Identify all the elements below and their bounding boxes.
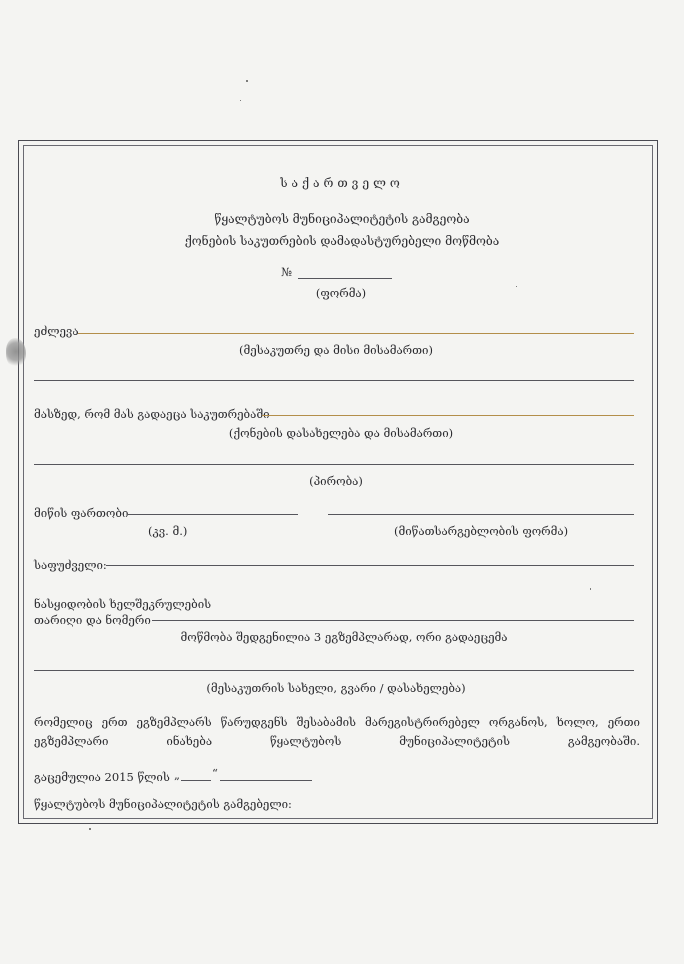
number-label: № (281, 265, 292, 279)
head-signature-label: წყალტუბოს მუნიციპალიტეტის გამგებელი: (34, 797, 292, 811)
speck (240, 100, 241, 101)
basis-line[interactable] (106, 565, 634, 566)
transfer-label: მასზედ, რომ მას გადაეცა საკუთრებაში (34, 407, 270, 421)
land-use-line[interactable] (328, 514, 634, 515)
issued-to-label: ეძლევა (34, 324, 79, 338)
issued-to-line[interactable] (78, 333, 634, 334)
condition-caption: (პირობა) (309, 474, 363, 488)
ink-smudge (6, 338, 26, 368)
form-caption: (ფორმა) (315, 286, 367, 300)
date-quote-close: “ (212, 766, 218, 780)
number-line[interactable] (298, 278, 392, 279)
month-line[interactable] (220, 780, 312, 781)
property-line[interactable] (34, 464, 634, 465)
date-quote-open: „ (174, 768, 180, 782)
basis-label: საფუძველი: (34, 558, 107, 572)
land-use-caption: (მიწათსარგებლობის ფორმა) (394, 524, 569, 538)
document-title: ქონების საკუთრების დამადასტურებელი მოწმობა (184, 234, 500, 248)
land-area-label: მიწის ფართობი (34, 506, 129, 520)
transfer-line[interactable] (262, 415, 634, 416)
country-heading: საქართველო (280, 176, 404, 190)
day-line[interactable] (181, 780, 211, 781)
owner-name-caption: (მესაკუთრის სახელი, გვარი / დასახელება) (206, 681, 466, 695)
distribution-paragraph: რომელიც ერთ ეგზემპლარს წარუდგენს შესაბამის მარეგისტრირებელ ორგანოს, ხოლო, ერთი ეგზემპლარი ინახება წყალტუბოს მუნიციპალიტეტის გამგეობაში. (34, 715, 640, 748)
sqm-caption: (კვ. მ.) (148, 524, 188, 538)
issued-date-label: გაცემულია 2015 წლის (34, 770, 170, 784)
authority-heading: წყალტუბოს მუნიციპალიტეტის გამგეობა (214, 212, 470, 226)
speck (590, 588, 591, 590)
owner-caption: (მესაკუთრე და მისი მისამართი) (239, 343, 433, 357)
contract-label-line1: ნასყიდობის ხელშეკრულების (34, 597, 212, 611)
land-area-line[interactable] (128, 514, 298, 515)
property-caption: (ქონების დასახელება და მისამართი) (228, 426, 454, 440)
copies-note: მოწმობა შედგენილია 3 ეგზემპლარად, ორი გადაეცემა (180, 630, 508, 644)
owner-address-line[interactable] (34, 380, 634, 381)
speck (246, 80, 248, 82)
contract-label-line2: თარიღი და ნომერი (34, 613, 151, 627)
owner-name-line[interactable] (34, 670, 634, 671)
speck (89, 828, 91, 830)
contract-line[interactable] (152, 620, 634, 621)
speck (516, 286, 517, 287)
